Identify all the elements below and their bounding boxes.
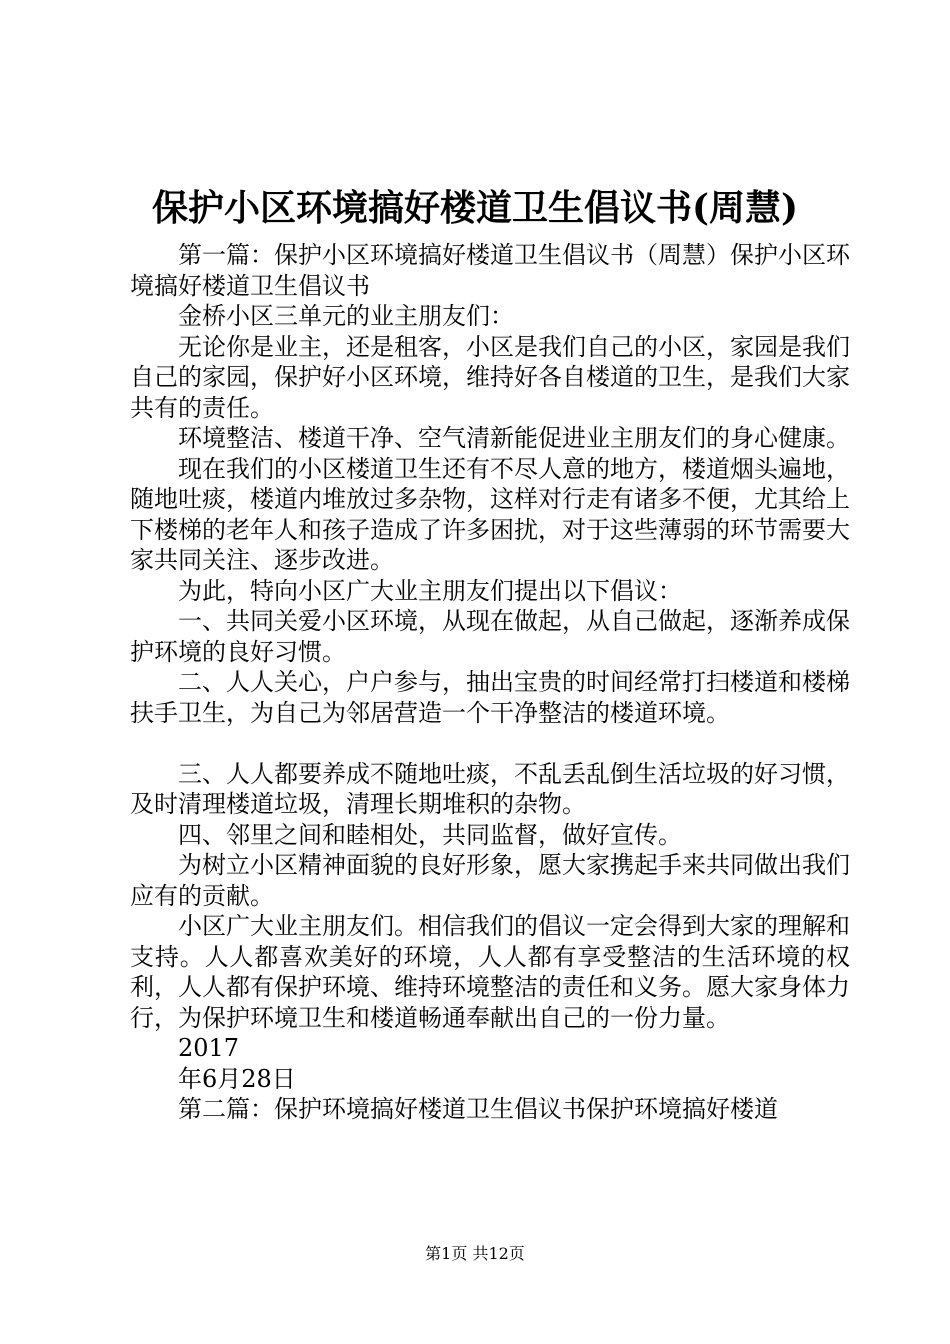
paragraph: 为树立小区精神面貌的良好形象，愿大家携起手来共同做出我们应有的贡献。	[130, 851, 850, 910]
paragraph: 第一篇：保护小区环境搞好楼道卫生倡议书（周慧）保护小区环境搞好楼道卫生倡议书	[130, 241, 850, 300]
date-year: 2017	[178, 1034, 240, 1062]
blank-line	[130, 728, 850, 759]
date-month-day: 年6月28日	[178, 1064, 296, 1093]
paragraph: 无论你是业主，还是租客，小区是我们自己的小区，家园是我们自己的家园，保护好小区环境，维持好各自楼道的卫生，是我们大家共有的责任。	[130, 332, 850, 422]
paragraph: 为此，特向小区广大业主朋友们提出以下倡议：	[178, 576, 682, 605]
document-body	[130, 240, 850, 1125]
paragraph: 小区广大业主朋友们。相信我们的倡议一定会得到大家的理解和支持。人人都喜欢美好的环境，人人都有享受整洁的生活环境的权利，人人都有保护环境、维持环境整洁的责任和义务。愿大家身体力行，为保护环境卫生和楼道畅通奉献出自己的一份力量。	[130, 912, 850, 1032]
paragraph: 现在我们的小区楼道卫生还有不尽人意的地方，楼道烟头遍地，随地吐痰，楼道内堆放过多杂物，这样对行走有诸多不便，尤其给上下楼梯的老年人和孩子造成了许多困扰，对于这些薄弱的环节需要大家共同关注、逐步改进。	[130, 454, 850, 574]
page-number: 第1页 共12页	[425, 1244, 525, 1263]
paragraph: 一、共同关爱小区环境，从现在做起，从自己做起，逐渐养成保护环境的良好习惯。	[130, 607, 850, 666]
paragraph: 金桥小区三单元的业主朋友们：	[178, 302, 514, 330]
paragraph: 二、人人关心，户户参与，抽出宝贵的时间经常打扫楼道和楼梯扶手卫生，为自己为邻居营造一个干净整洁的楼道环境。	[130, 668, 850, 727]
paragraph: 第二篇：保护环境搞好楼道卫生倡议书保护环境搞好楼道	[178, 1095, 778, 1123]
paragraph: 三、人人都要养成不随地吐痰，不乱丢乱倒生活垃圾的好习惯，及时清理楼道垃圾，清理长期堆积的杂物。	[130, 759, 850, 818]
paragraph: 四、邻里之间和睦相处，共同监督，做好宣传。	[178, 820, 682, 849]
document-title: 保护小区环境搞好楼道卫生倡议书(周慧)	[151, 187, 799, 229]
paragraph: 环境整洁、楼道干净、空气清新能促进业主朋友们的身心健康。	[178, 424, 850, 452]
